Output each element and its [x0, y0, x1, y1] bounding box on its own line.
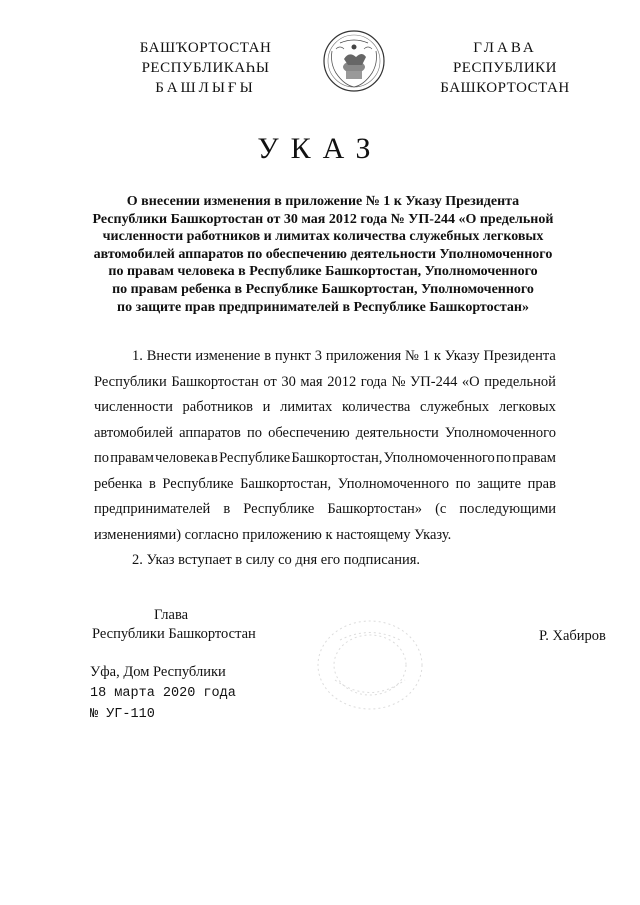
word: обеспечению: [268, 424, 350, 441]
word: лимитах: [280, 399, 333, 415]
word: года: [360, 373, 387, 390]
word: Уполномоченного: [383, 450, 495, 466]
word: в: [264, 348, 272, 364]
word: и: [262, 399, 271, 415]
word: по: [246, 424, 262, 441]
header-right-line: БАШКОРТОСТАН: [440, 80, 570, 96]
header-left-bashkir: [118, 38, 293, 98]
word: по: [94, 450, 110, 466]
paragraph-line: [94, 395, 556, 421]
word: Республике: [243, 501, 315, 517]
paragraph-line: [94, 421, 556, 447]
word: предпринимателей: [94, 501, 211, 517]
word: защите: [477, 475, 522, 492]
word: (с: [435, 501, 447, 517]
paragraph-line: [94, 446, 556, 472]
word: служебных: [420, 399, 490, 415]
word: Республике: [219, 450, 291, 466]
decree-date: 18 марта 2020 года: [90, 686, 236, 701]
subject-line: численности работников и лимитах количества служебных легковых: [102, 229, 544, 245]
word: Башкортостан: [171, 373, 259, 390]
header-right-line: РЕСПУБЛИКИ: [452, 60, 558, 76]
document-title: УКАЗ: [257, 132, 383, 165]
word: Уполномоченного: [444, 424, 556, 441]
decree-number: № УГ-110: [90, 707, 155, 722]
word: 30: [281, 373, 296, 390]
word: прав: [527, 475, 556, 492]
word: «О: [461, 373, 480, 390]
word: Башкортостан»: [327, 501, 423, 517]
word: аппаратов: [179, 424, 241, 441]
header-right-line: ГЛАВА: [473, 40, 537, 56]
subject-line: Республики Башкортостан от 30 мая 2012 года № УП-244 «О предельной: [92, 211, 554, 227]
signatory-title: [92, 606, 256, 644]
paragraph-1: [94, 344, 556, 548]
word: деятельности: [355, 424, 439, 441]
header-right-russian: [425, 38, 585, 98]
word: последующими: [459, 501, 556, 517]
word: мая: [300, 373, 323, 390]
word: правам: [512, 450, 556, 466]
paragraph-line: [94, 370, 556, 396]
signatory-title-line: Республики Башкортостан: [92, 626, 256, 642]
word: ребенка: [94, 475, 143, 492]
paragraph-line: [94, 497, 556, 523]
header-left-line: БАШҠОРТОСТАН: [139, 40, 272, 56]
word: от: [263, 373, 277, 390]
paragraph-line: [94, 344, 556, 370]
word: по: [496, 450, 512, 466]
word: приложения: [325, 348, 402, 364]
word: в: [223, 501, 231, 517]
word: Уполномоченного: [337, 475, 449, 492]
paragraph-line: [94, 472, 556, 498]
subject-line: по правам ребенка в Республике Башкортостан, Уполномоченного: [112, 281, 534, 297]
word: правам: [110, 450, 154, 466]
paragraph-2: 2. Указ вступает в силу со дня его подписания.: [132, 552, 421, 568]
bashkortostan-coat-of-arms-icon: [322, 29, 386, 93]
word: пункт: [274, 348, 311, 364]
word: УП-244: [410, 373, 458, 390]
decree-place-date: [90, 662, 236, 725]
paragraph-line: изменениями) согласно приложению к настоящему Указу.: [94, 526, 452, 543]
word: по: [455, 475, 471, 492]
faint-seal-stamp: [300, 610, 440, 720]
word: Республики: [94, 373, 167, 390]
word: 2012: [327, 373, 357, 390]
word: численности: [94, 399, 173, 415]
word: Президента: [483, 348, 556, 364]
subject-line: по защите прав предпринимателей в Республике Башкортостан»: [117, 299, 529, 315]
subject-line: О внесении изменения в приложение № 1 к Указу Президента: [126, 194, 520, 209]
header-left-line: РЕСПУБЛИКАҺЫ: [141, 60, 270, 76]
word: предельной: [484, 373, 556, 390]
signatory-name: Р. Хабиров: [539, 628, 606, 644]
word: в: [148, 475, 156, 492]
word: Внести: [146, 348, 192, 364]
signatory-title-line: Глава: [154, 607, 189, 623]
word: количества: [342, 399, 411, 415]
word: легковых: [498, 399, 556, 415]
decree-subject: [88, 193, 558, 316]
header-left-line: БАШЛЫҒЫ: [155, 80, 256, 96]
subject-line: автомобилей аппаратов по обеспечению деятельности Уполномоченного: [93, 246, 553, 262]
word: 1.: [132, 348, 143, 364]
word: работников: [182, 399, 253, 415]
word: №: [391, 373, 406, 390]
word: 1: [422, 348, 430, 364]
word: автомобилей: [94, 424, 174, 441]
word: человека: [155, 450, 210, 466]
word: в: [211, 450, 218, 466]
word: изменение: [195, 348, 261, 364]
word: к: [433, 348, 441, 364]
word: Башкортостан,: [240, 475, 332, 492]
word: №: [405, 348, 419, 364]
word: Республике: [162, 475, 234, 492]
word: Указу: [444, 348, 480, 364]
word: 3: [314, 348, 322, 364]
word: Башкортостан,: [291, 450, 383, 466]
place-city: Уфа, Дом Республики: [90, 664, 226, 680]
subject-line: по правам человека в Республике Башкортостан, Уполномоченного: [108, 264, 538, 280]
